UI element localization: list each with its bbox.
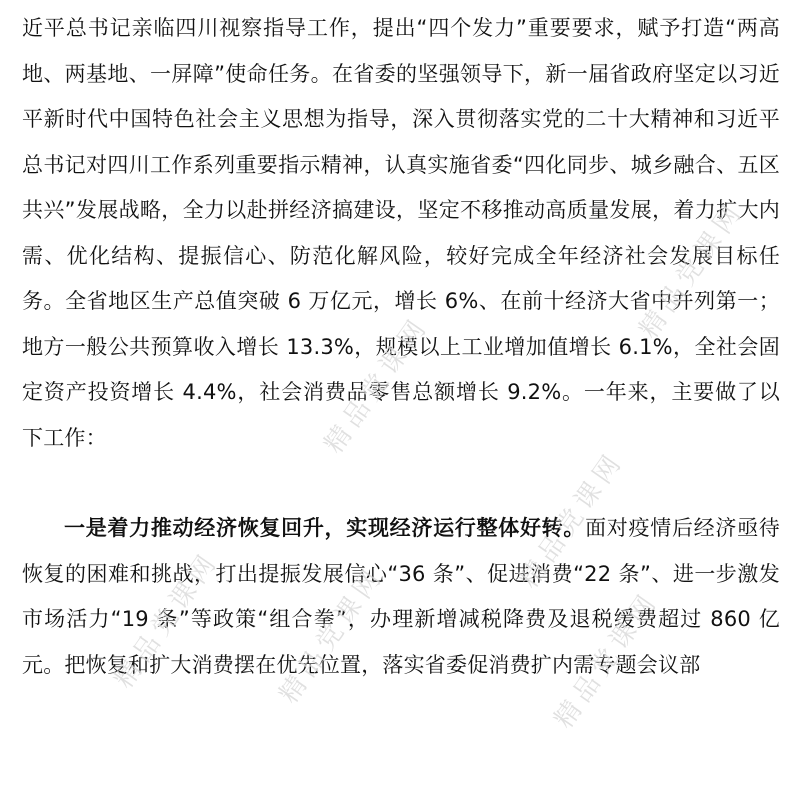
- watermark-text: 精品党课网: [273, 560, 391, 710]
- section-body: 面对疫情后经济亟待恢复的困难和挑战，打出提振发展信心“36 条”、促进消费“22 条”、进一步激发市场活力“19 条”等政策“组合拳”，办理新增减税降费及退税缓费超过 860 亿元。把恢复和扩大消费摆在优先位置，落实省委促消费扩内需专题会议部: [22, 516, 780, 677]
- watermark-text: 精品党课网: [513, 445, 631, 595]
- watermark-text: 精品党课网: [633, 195, 751, 345]
- paragraph-gap: [22, 461, 780, 506]
- watermark-text: 精品党课网: [548, 585, 666, 735]
- watermark-text: 精品党课网: [318, 310, 436, 460]
- body-paragraph-2: [22, 506, 780, 688]
- body-paragraph-1: 近平总书记亲临四川视察指导工作，提出“四个发力”重要要求，赋予打造“两高地、两基地、一屏障”使命任务。在省委的坚强领导下，新一届省政府坚定以习近平新时代中国特色社会主义思想为指导，深入贯彻落实党的二十大精神和习近平总书记对四川工作系列重要指示精神，认真实施省委“四化同步、城乡融合、五区共兴”发展战略，全力以赴拼经济搞建设，坚定不移推动高质量发展，着力扩大内需、优化结构、提振信心、防范化解风险，较好完成全年经济社会发展目标任务。全省地区生产总值突破 6 万亿元，增长 6%、在前十经济大省中并列第一；地方一般公共预算收入增长 13.3%，规模以上工业增加值增长 6.1%，全社会固定资产投资增长 4.4%，社会消费品零售总额增长 9.2%。一年来，主要做了以下工作：: [22, 16, 780, 450]
- watermark-text: 精品党课网: [108, 545, 226, 695]
- section-heading: 一是着力推动经济恢复回升，实现经济运行整体好转。: [64, 516, 586, 540]
